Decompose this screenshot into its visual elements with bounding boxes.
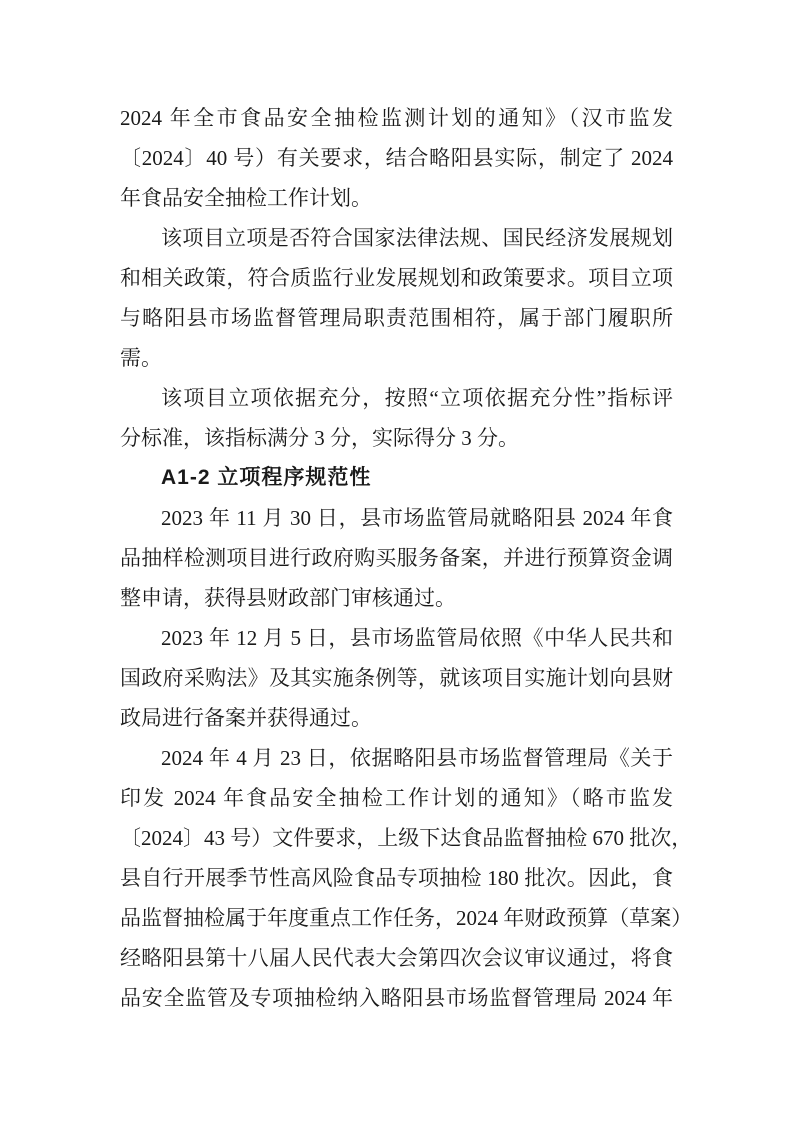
text-line: 品监督抽检属于年度重点工作任务，2024 年财政预算（草案） <box>120 906 693 930</box>
text-line: 2023 年 12 月 5 日，县市场监管局依照《中华人民共和 <box>161 626 673 650</box>
text-line: 需。 <box>120 346 162 370</box>
text-line: 〔2024〕43 号）文件要求，上级下达食品监督抽检 670 批次， <box>120 826 693 850</box>
text-line: 〔2024〕40 号）有关要求，结合略阳县实际，制定了 2024 <box>120 146 673 170</box>
text-line: 品抽样检测项目进行政府购买服务备案，并进行预算资金调 <box>120 546 673 570</box>
text-line: 政局进行备案并获得通过。 <box>120 706 372 730</box>
text-line: 整申请，获得县财政部门审核通过。 <box>120 586 456 610</box>
text-line: 分标准，该指标满分 3 分，实际得分 3 分。 <box>120 426 519 450</box>
text-line: 该项目立项是否符合国家法律法规、国民经济发展规划 <box>161 226 673 250</box>
section-heading-a1-2: A1-2 立项程序规范性 <box>161 466 372 489</box>
text-line: 年食品安全抽检工作计划。 <box>120 186 372 210</box>
text-line: 2024 年 4 月 23 日，依据略阳县市场监督管理局《关于 <box>161 746 673 770</box>
text-line: 经略阳县第十八届人民代表大会第四次会议审议通过，将食 <box>120 946 673 970</box>
text-line: 品安全监管及专项抽检纳入略阳县市场监督管理局 2024 年 <box>120 986 673 1010</box>
text-line: 该项目立项依据充分，按照“立项依据充分性”指标评 <box>161 386 673 410</box>
document-text-block <box>120 98 693 1018</box>
text-line: 和相关政策，符合质监行业发展规划和政策要求。项目立项 <box>120 266 673 290</box>
text-line: 2023 年 11 月 30 日，县市场监管局就略阳县 2024 年食 <box>161 506 673 530</box>
text-line: 印发 2024 年食品安全抽检工作计划的通知》（略市监发 <box>120 786 673 810</box>
text-line: 2024 年全市食品安全抽检监测计划的通知》（汉市监发 <box>120 106 673 130</box>
text-line: 与略阳县市场监督管理局职责范围相符，属于部门履职所 <box>120 306 673 330</box>
text-line: 县自行开展季节性高风险食品专项抽检 180 批次。因此，食 <box>120 866 673 890</box>
text-line: 国政府采购法》及其实施条例等，就该项目实施计划向县财 <box>120 666 673 690</box>
